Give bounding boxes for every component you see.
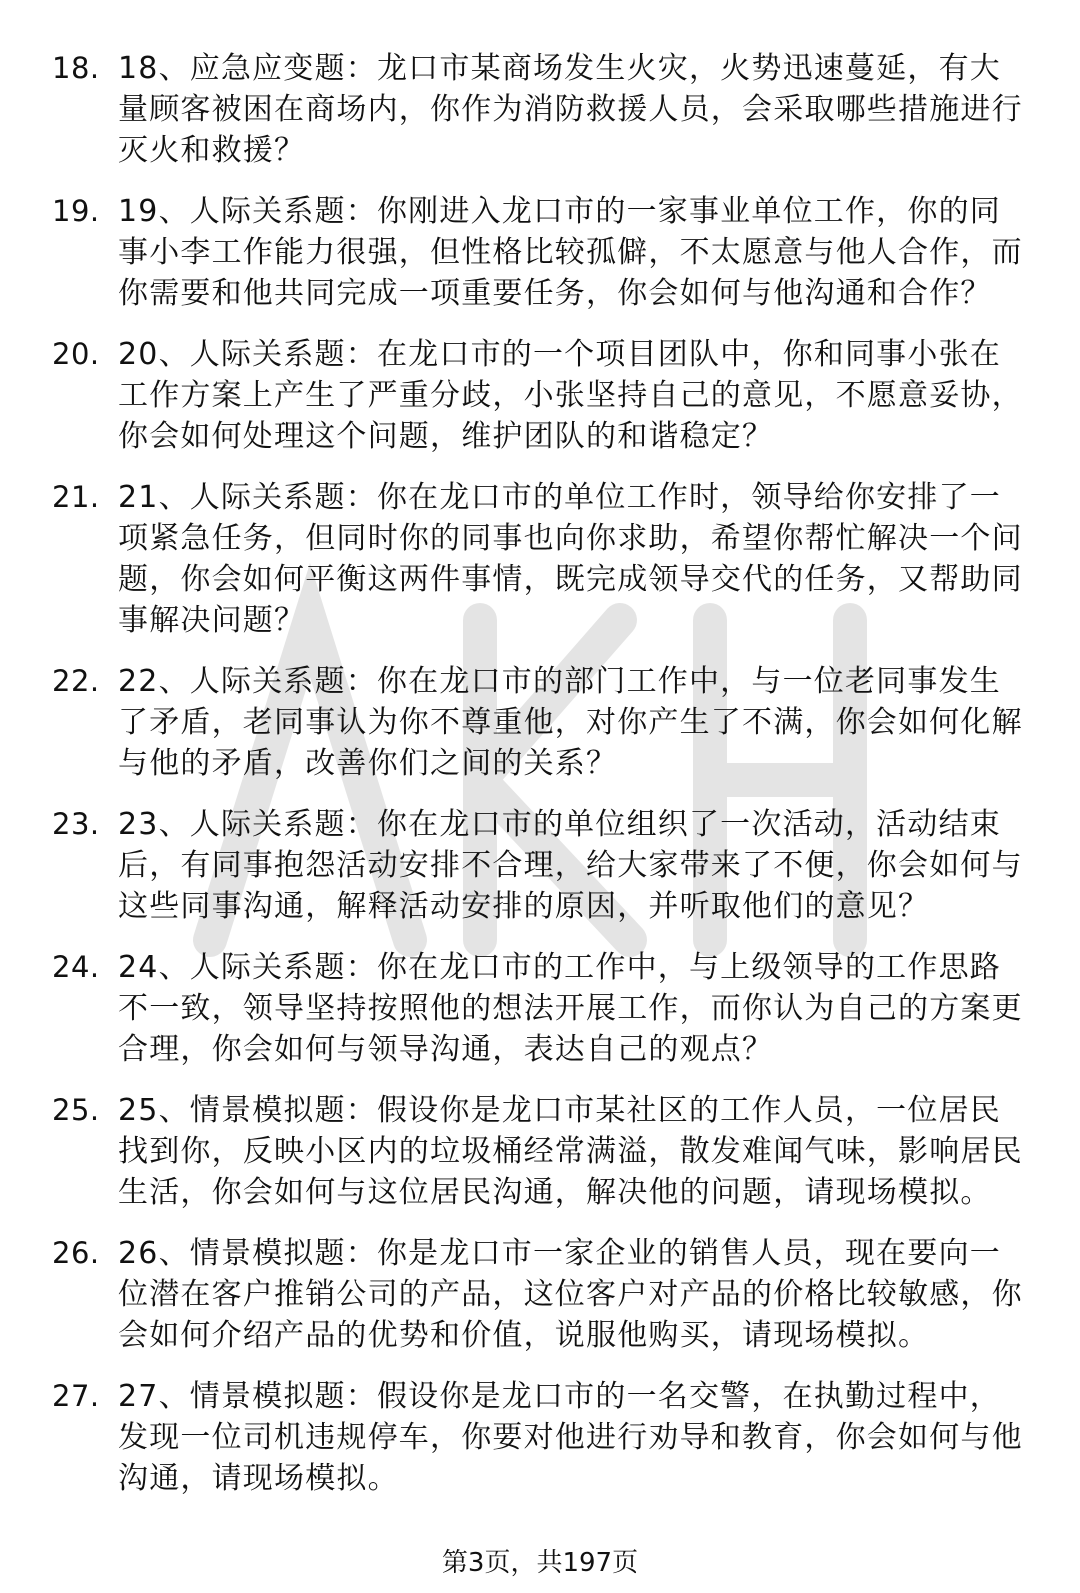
question-item-20 — [0, 334, 1080, 457]
question-item-21 — [0, 477, 1080, 641]
question-item-26 — [0, 1233, 1080, 1356]
question-number: 25. — [52, 1093, 100, 1127]
question-text: 26、情景模拟题：你是龙口市一家企业的销售人员，现在要向一位潜在客户推销公司的产品，这位客户对产品的价格比较敏感，你会如何介绍产品的优势和价值，说服他购买，请现场模拟。 — [118, 1236, 1023, 1353]
question-text: 23、人际关系题：你在龙口市的单位组织了一次活动，活动结束后，有同事抱怨活动安排不合理，给大家带来了不便，你会如何与这些同事沟通，解释活动安排的原因，并听取他们的意见？ — [118, 807, 1023, 924]
question-number: 20. — [52, 337, 100, 371]
question-item-24 — [0, 947, 1080, 1070]
question-number: 21. — [52, 480, 100, 514]
page-footer: 第3页，共197页 — [441, 1548, 639, 1578]
question-text: 25、情景模拟题：假设你是龙口市某社区的工作人员，一位居民找到你，反映小区内的垃圾桶经常满溢，散发难闻气味，影响居民生活，你会如何与这位居民沟通，解决他的问题，请现场模拟。 — [118, 1093, 1023, 1210]
question-item-23 — [0, 804, 1080, 927]
question-number: 26. — [52, 1236, 100, 1270]
question-item-19 — [0, 191, 1080, 314]
question-number: 18. — [52, 51, 100, 85]
question-number: 19. — [52, 194, 100, 228]
question-text: 19、人际关系题：你刚进入龙口市的一家事业单位工作，你的同事小李工作能力很强，但性格比较孤僻，不太愿意与他人合作，而你需要和他共同完成一项重要任务，你会如何与他沟通和合作？ — [118, 194, 1023, 311]
question-list — [0, 48, 1080, 1519]
question-text: 27、情景模拟题：假设你是龙口市的一名交警，在执勤过程中，发现一位司机违规停车，你要对他进行劝导和教育，你会如何与他沟通，请现场模拟。 — [118, 1379, 1023, 1496]
question-text: 24、人际关系题：你在龙口市的工作中，与上级领导的工作思路不一致，领导坚持按照他的想法开展工作，而你认为自己的方案更合理，你会如何与领导沟通，表达自己的观点？ — [118, 950, 1023, 1067]
question-number: 22. — [52, 664, 100, 698]
question-text: 22、人际关系题：你在龙口市的部门工作中，与一位老同事发生了矛盾，老同事认为你不尊重他，对你产生了不满，你会如何化解与他的矛盾，改善你们之间的关系？ — [118, 664, 1023, 781]
question-item-18 — [0, 48, 1080, 171]
question-number: 27. — [52, 1379, 100, 1413]
question-item-27 — [0, 1376, 1080, 1499]
question-text: 18、应急应变题：龙口市某商场发生火灾，火势迅速蔓延，有大量顾客被困在商场内，你作为消防救援人员，会采取哪些措施进行灭火和救援？ — [118, 51, 1023, 168]
question-text: 20、人际关系题：在龙口市的一个项目团队中，你和同事小张在工作方案上产生了严重分歧，小张坚持自己的意见，不愿意妥协，你会如何处理这个问题，维护团队的和谐稳定？ — [118, 337, 1023, 454]
question-item-25 — [0, 1090, 1080, 1213]
question-item-22 — [0, 661, 1080, 784]
question-number: 23. — [52, 807, 100, 841]
question-text: 21、人际关系题：你在龙口市的单位工作时，领导给你安排了一项紧急任务，但同时你的同事也向你求助，希望你帮忙解决一个问题，你会如何平衡这两件事情，既完成领导交代的任务，又帮助同事解决问题？ — [118, 480, 1023, 638]
question-number: 24. — [52, 950, 100, 984]
